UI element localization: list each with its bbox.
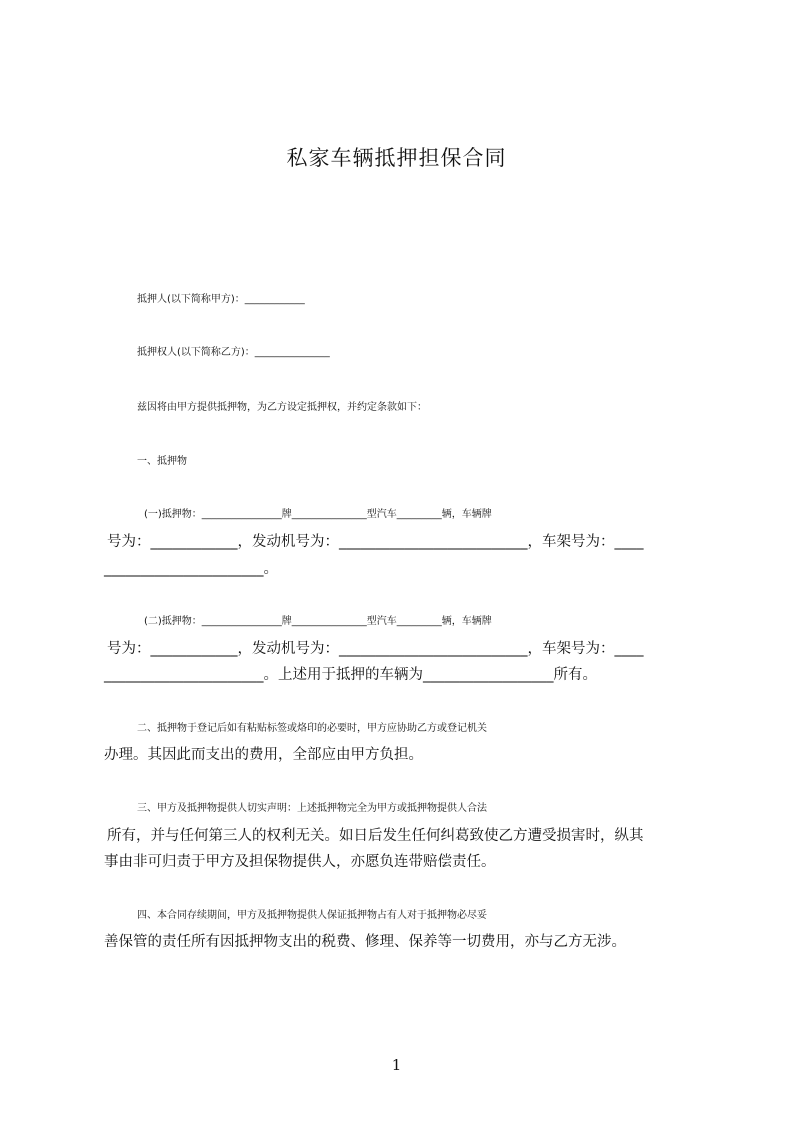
section3-line3: 事由非可归责于甲方及担保物提供人，亦愿负连带赔偿责任。 [104, 854, 496, 870]
section1-heading: 一、抵押物 [137, 456, 187, 467]
page-number: 1 [391, 1056, 402, 1074]
section1-item1-line2: 号为：____________，发动机号为：__________________________，车架号为：____ [107, 534, 644, 550]
section2-line2: 办理。其因此而支出的费用，全部应由甲方负担。 [104, 747, 423, 763]
intro-paragraph: 兹因将由甲方提供抵押物，为乙方设定抵押权，并约定条款如下： [137, 402, 427, 413]
pledgee-line: 抵押权人(以下简称乙方)：_______________ [137, 347, 330, 358]
section1-item1-line1: (一)抵押物：________________牌_______________型汽车_________辆，车辆牌 [144, 509, 492, 520]
section1-item2-line1: (二)抵押物：________________牌_______________型汽车_________辆，车辆牌 [144, 616, 492, 627]
section2-line1: 二、抵押物于登记后如有粘贴标签或烙印的必要时，甲方应协助乙方或登记机关 [137, 723, 487, 734]
section4-line2: 善保管的责任所有因抵押物支出的税费、修理、保养等一切费用，亦与乙方无涉。 [104, 934, 626, 950]
section4-line1: 四、本合同存续期间，甲方及抵押物提供人保证抵押物占有人对于抵押物必尽妥 [137, 910, 487, 921]
document-title: 私家车辆抵押担保合同 [286, 146, 507, 170]
section1-item1-line3: ______________________。 [104, 561, 278, 577]
section1-item2-line2: 号为：____________，发动机号为：__________________________，车架号为：____ [107, 641, 644, 657]
section1-item2-line3: ______________________。上述用于抵押的车辆为__________________所有。 [104, 667, 597, 683]
section3-line1: 三、甲方及抵押物提供人切实声明：上述抵押物完全为甲方或抵押物提供人合法 [137, 803, 487, 814]
pledger-line: 抵押人(以下简称甲方)：____________ [137, 294, 305, 305]
section3-line2: 所有，并与任何第三人的权利无关。如日后发生任何纠葛致使乙方遭受损害时，纵其 [107, 828, 644, 844]
